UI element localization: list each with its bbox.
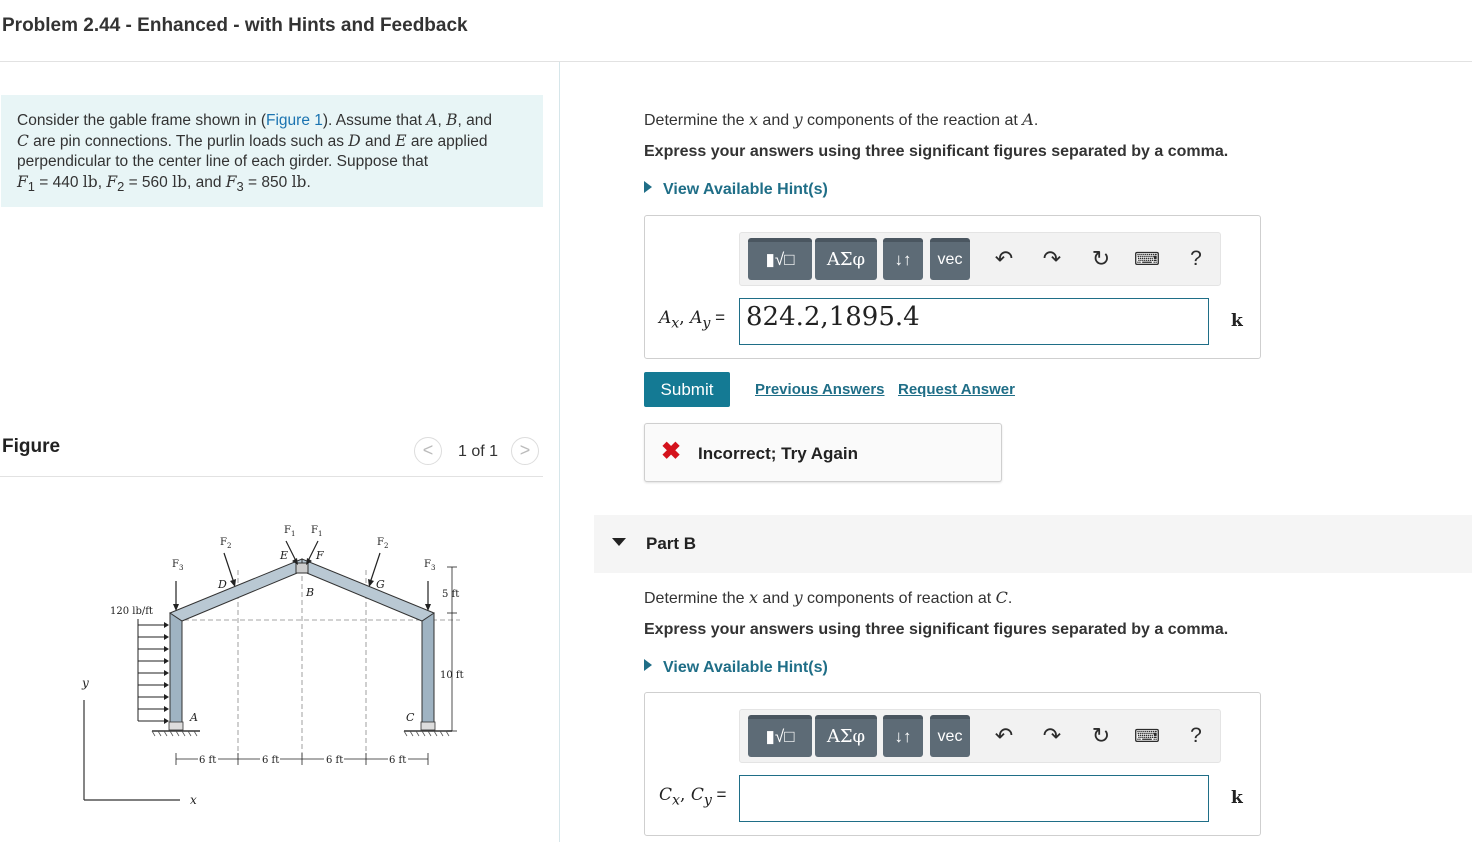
vec-label: vec [937, 728, 963, 745]
label-f3-right-sub: 3 [431, 564, 436, 572]
problem-text: are pin connections. The purlin loads such as [28, 133, 349, 150]
math-y: y [793, 588, 803, 607]
figure-counter: 1 of 1 [458, 443, 499, 460]
feedback-text: Incorrect; Try Again [698, 444, 858, 463]
label-a: A [190, 711, 198, 724]
dimension-6ft-3: 6 ft [326, 755, 344, 766]
question-text: Determine the [644, 112, 749, 129]
force-f1-sub: 1 [27, 179, 35, 195]
vector-button[interactable] [930, 238, 970, 280]
problem-statement [1, 95, 543, 207]
part-b-question [644, 588, 1012, 608]
point-b: B [446, 111, 458, 129]
support-a [152, 722, 200, 736]
point-d: D [348, 132, 361, 150]
undo-icon[interactable]: ↶ [994, 246, 1014, 271]
help-icon[interactable]: ? [1190, 247, 1202, 270]
label-f3-left: F [172, 559, 179, 570]
dimension-10ft: 10 ft [440, 670, 464, 681]
label-equals: = [711, 785, 727, 804]
feedback-box [644, 423, 1002, 482]
label-f3-left-sub: 3 [179, 564, 184, 572]
force-f3-sub: 3 [236, 179, 244, 195]
templates-icon: ▮√□ [765, 250, 795, 269]
label-e: E [280, 549, 289, 562]
greek-label: ΑΣφ [826, 249, 866, 270]
gable-frame-figure[interactable] [70, 515, 490, 815]
label-comma: , [680, 785, 691, 805]
label-equals: = [710, 308, 726, 327]
x-axis-label: x [190, 793, 197, 807]
problem-text: , and [457, 112, 492, 129]
math-a: A [659, 308, 672, 328]
part-b-label: Part B [646, 534, 697, 553]
label-f2-right: F [377, 537, 384, 548]
chevron-right-icon: > [519, 440, 531, 460]
problem-text: , and [187, 174, 226, 191]
vec-label: vec [937, 251, 963, 268]
part-b-instruction: Express your answers using three significant figures separated by a comma. [644, 621, 1229, 638]
label-f1-right: F [311, 525, 318, 536]
dimension-6ft-2: 6 ft [262, 755, 280, 766]
answer-input[interactable] [739, 775, 1209, 822]
reset-icon[interactable]: ↻ [1091, 246, 1111, 271]
math-x: x [748, 110, 758, 129]
label-b: B [306, 586, 315, 599]
math-point: A [1022, 110, 1034, 129]
force-unit: lb [82, 173, 98, 191]
force-unit: lb [172, 173, 187, 191]
answer-label [659, 308, 725, 331]
figure-title: Figure [2, 436, 61, 457]
greek-symbols-button[interactable] [815, 238, 877, 280]
force-f2-value: = 560 [124, 174, 173, 191]
templates-icon: ▮√□ [765, 727, 795, 746]
up-down-arrows-icon: ↓↑ [894, 727, 912, 746]
answer-unit: k [1231, 311, 1243, 331]
part-a-instruction: Express your answers using three significant figures separated by a comma. [644, 143, 1229, 160]
right-girder [302, 559, 434, 621]
force-unit: lb [291, 173, 307, 191]
point-e: E [395, 132, 407, 150]
problem-text: are applied perpendicular to the center line of each girder. Suppose that [17, 133, 488, 170]
figure-next-button[interactable] [511, 437, 539, 465]
distributed-load-arrows [138, 619, 168, 721]
force-f1: F [17, 173, 28, 191]
force-f2: F [106, 173, 118, 191]
y-axis-label: y [82, 676, 89, 690]
figure-link[interactable]: Figure 1 [266, 112, 323, 129]
arrows-button[interactable] [883, 238, 923, 280]
figure-prev-button[interactable] [414, 437, 442, 465]
column-divider [559, 62, 560, 842]
support-c [404, 722, 452, 736]
keyboard-icon[interactable]: ⌨ [1134, 726, 1160, 746]
problem-text: , [437, 112, 447, 129]
part-a-question [644, 110, 1038, 130]
part-b-hint-toggle[interactable] [644, 659, 828, 677]
help-icon[interactable]: ? [1190, 724, 1202, 747]
question-text: . [1033, 112, 1039, 129]
previous-answers-link[interactable]: Previous Answers [755, 381, 885, 398]
chevron-left-icon: < [422, 440, 434, 460]
answer-label [659, 785, 726, 808]
math-x: x [748, 588, 758, 607]
greek-label: ΑΣφ [826, 726, 866, 747]
math-a: A [690, 308, 703, 328]
label-f2-left-sub: 2 [227, 542, 232, 550]
distributed-load-label: 120 lb/ft [110, 606, 153, 617]
left-girder [170, 559, 302, 621]
templates-button[interactable] [748, 238, 812, 280]
redo-icon[interactable]: ↷ [1042, 246, 1062, 271]
point-c: C [17, 132, 29, 150]
part-b-header[interactable] [594, 515, 1472, 573]
label-d: D [218, 578, 227, 591]
math-point: C [995, 588, 1008, 607]
label-f1-left-sub: 1 [291, 530, 296, 538]
problem-text: Consider the gable frame shown in ( [17, 112, 266, 129]
load-arrowheads [164, 622, 169, 724]
caret-right-icon [644, 659, 652, 671]
hint-label: View Available Hint(s) [663, 659, 828, 676]
math-sub-y: y [703, 792, 712, 809]
force-f1-value: = 440 [34, 174, 83, 191]
page-title: Problem 2.44 - Enhanced - with Hints and Feedback [2, 15, 468, 36]
problem-text: ). Assume that [322, 112, 427, 129]
caret-down-icon [612, 538, 626, 546]
part-a-answer-box [644, 215, 1261, 359]
label-c: C [406, 711, 415, 724]
error-x-icon: ✖ [661, 438, 682, 465]
right-column [422, 613, 434, 725]
figure-divider [0, 476, 543, 477]
label-f: F [316, 549, 324, 562]
question-text: components of reaction at [802, 590, 996, 607]
problem-text: . [306, 174, 311, 191]
force-f3-value: = 850 [243, 174, 292, 191]
math-sub-y: y [702, 315, 711, 332]
label-comma: , [679, 308, 691, 328]
label-g: G [376, 578, 385, 591]
math-c: C [690, 785, 704, 805]
part-b-answer-box [644, 692, 1261, 836]
math-sub-x: x [671, 315, 680, 332]
templates-button[interactable] [748, 715, 812, 757]
up-down-arrows-icon: ↓↑ [894, 250, 912, 269]
label-f3-right: F [424, 559, 431, 570]
label-f2-right-sub: 2 [384, 542, 389, 550]
math-toolbar [739, 232, 1221, 286]
force-f3: F [225, 173, 237, 191]
label-f2-left: F [220, 537, 227, 548]
label-f1-right-sub: 1 [318, 530, 323, 538]
force-f2-sub: 2 [117, 179, 125, 195]
submit-button[interactable]: Submit [644, 372, 730, 407]
part-a-hint-toggle[interactable] [644, 181, 828, 199]
answer-unit: k [1231, 788, 1243, 808]
point-a: A [426, 111, 438, 129]
math-sub-x: x [672, 792, 680, 809]
question-text: and [757, 590, 794, 607]
redo-icon[interactable]: ↷ [1042, 723, 1062, 748]
answer-input[interactable]: 824.2,1895.4 [739, 298, 1209, 345]
caret-right-icon [644, 181, 652, 193]
keyboard-icon[interactable]: ⌨ [1134, 249, 1160, 269]
question-text: components of the reaction at [802, 112, 1023, 129]
problem-text: and [360, 133, 396, 150]
hint-label: View Available Hint(s) [663, 181, 828, 198]
dimension-6ft-1: 6 ft [199, 755, 217, 766]
dimension-6ft-4: 6 ft [389, 755, 407, 766]
question-text: and [757, 112, 794, 129]
math-toolbar [739, 709, 1221, 763]
header-divider [0, 61, 1472, 62]
problem-text: , [97, 174, 107, 191]
question-text: . [1007, 590, 1013, 607]
vector-button[interactable] [930, 715, 970, 757]
question-text: Determine the [644, 590, 749, 607]
greek-symbols-button[interactable] [815, 715, 877, 757]
math-y: y [793, 110, 803, 129]
undo-icon[interactable]: ↶ [994, 723, 1014, 748]
arrows-button[interactable] [883, 715, 923, 757]
left-column [170, 613, 182, 725]
label-f1-left: F [284, 525, 291, 536]
reset-icon[interactable]: ↻ [1091, 723, 1111, 748]
request-answer-link[interactable]: Request Answer [898, 381, 1015, 398]
math-c: C [659, 785, 673, 805]
dimension-5ft: 5 ft [442, 589, 460, 600]
